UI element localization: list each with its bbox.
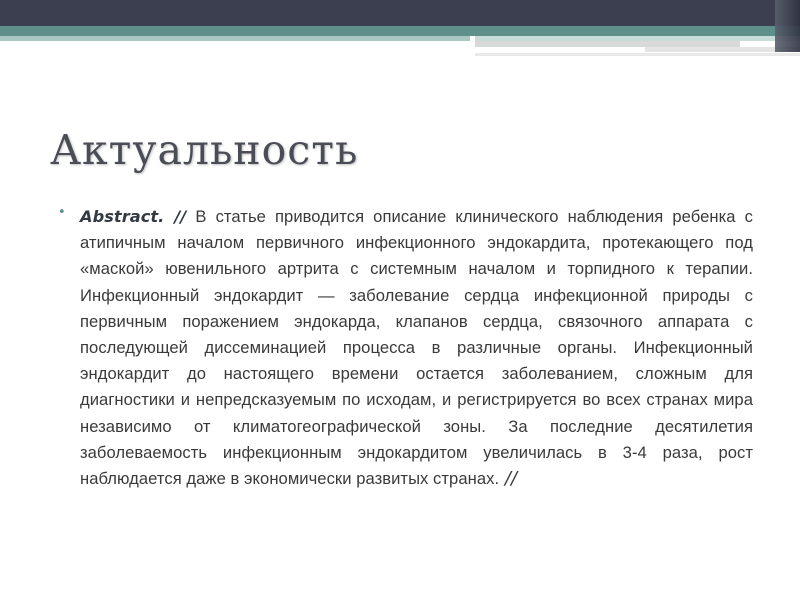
closing-mark: // (499, 468, 518, 490)
bullet-icon: • (58, 205, 66, 220)
accent-band (0, 26, 800, 36)
abstract-body: В статье приводится описание клинического наблюдения ребенка с атипичным началом первичного инфекционного эндокардита, протекающего под «маской» ювенильного артрита с системным началом и торпидного к терапии. Инфекционный эндокардит — заболевание сердца инфекционной природы с первичным поражением эндокарда, клапанов сердца, связочного аппарата с последующей диссеминацией процесса в различные органы. Инфекционный эндокардит до настоящего времени остается заболеванием, сложным для диагностики и непредсказуемым по исходам, и регистрируется во всех странах мира независимо от климатогеографической зоны. За последние десятилетия заболеваемость инфекционным эндокардитом увеличилась в 3-4 раза, рост наблюдается даже в экономически развитых странах. (80, 207, 753, 489)
header-bar (0, 0, 800, 26)
decor-stripe (475, 53, 800, 56)
slide-body-text (80, 204, 753, 554)
slide-title: Актуальность (50, 126, 359, 174)
abstract-label: Abstract. // (80, 207, 187, 226)
corner-decor (775, 0, 800, 52)
accent-band-light-left (0, 36, 470, 41)
